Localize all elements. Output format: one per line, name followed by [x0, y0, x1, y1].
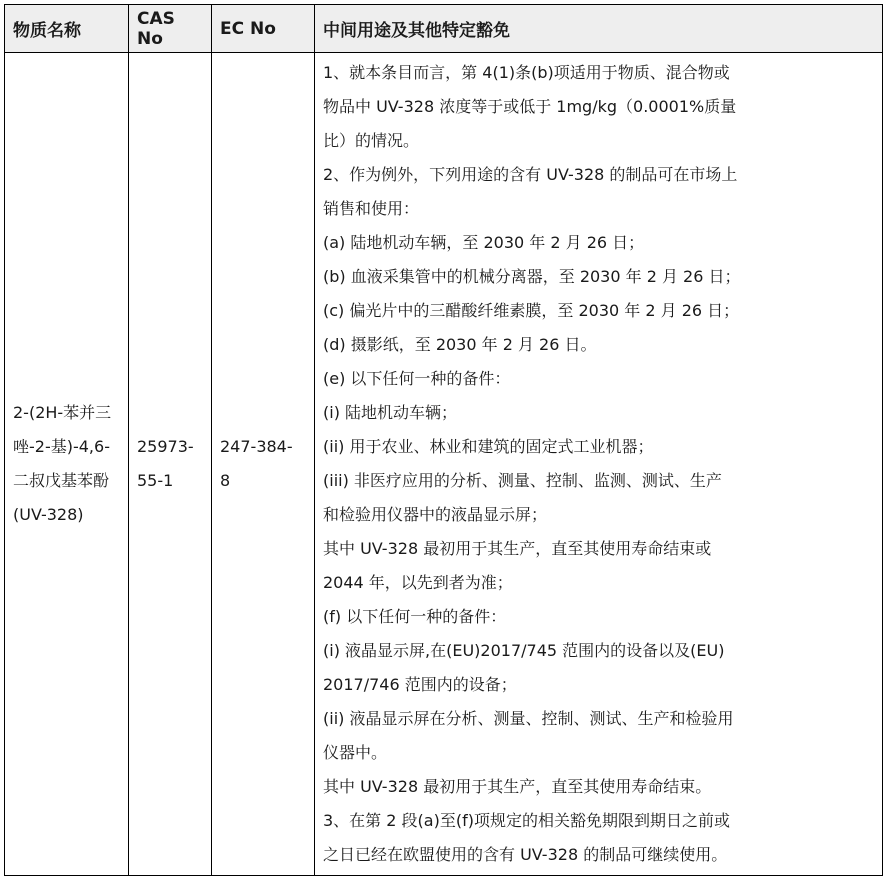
exemption-line: (c) 偏光片中的三醋酸纤维素膜，至 2030 年 2 月 26 日；	[323, 301, 740, 320]
exemption-line: 仪器中。	[323, 743, 388, 762]
exemption-line: (i) 液晶显示屏,在(EU)2017/745 范围内的设备以及(EU)	[323, 641, 725, 660]
exemption-line: (e) 以下任何一种的备件：	[323, 369, 511, 388]
exemption-line: (i) 陆地机动车辆；	[323, 403, 458, 422]
ec-no-line: 8	[220, 471, 231, 490]
exemption-line: 2044 年，以先到者为准；	[323, 573, 513, 592]
exemption-line: 物品中 UV-328 浓度等于或低于 1mg/kg（0.0001%质量	[323, 97, 737, 116]
header-cas-no: CAS No	[129, 5, 212, 53]
substance-name-line: 2-(2H-苯并三	[13, 403, 112, 422]
exemption-line: (iii) 非医疗应用的分析、测量、控制、监测、测试、生产	[323, 471, 722, 490]
cas-no-line: 25973-	[137, 437, 194, 456]
substance-name-line: (UV-328)	[13, 505, 84, 524]
exemption-line: 2、作为例外，下列用途的含有 UV-328 的制品可在市场上	[323, 165, 738, 184]
exemption-line: (a) 陆地机动车辆，至 2030 年 2 月 26 日；	[323, 233, 645, 252]
header-substance-name: 物质名称	[5, 5, 129, 53]
cas-no-line: 55-1	[137, 471, 174, 490]
table-row	[5, 53, 883, 876]
regulation-table	[4, 4, 883, 876]
header-ec-no: EC No	[212, 5, 315, 53]
substance-name-line: 二叔戊基苯酚	[13, 471, 110, 490]
exemption-line: 1、就本条目而言，第 4(1)条(b)项适用于物质、混合物或	[323, 63, 730, 82]
exemption-line: 和检验用仪器中的液晶显示屏；	[323, 505, 548, 524]
exemptions-cell	[315, 53, 883, 876]
exemption-line: 销售和使用：	[323, 199, 420, 218]
substance-name-line: 唑-2-基)-4,6-	[13, 437, 110, 456]
header-exemptions: 中间用途及其他特定豁免	[315, 5, 883, 53]
exemption-line: (b) 血液采集管中的机械分离器，至 2030 年 2 月 26 日；	[323, 267, 741, 286]
exemption-line: (f) 以下任何一种的备件：	[323, 607, 507, 626]
header-row	[5, 5, 883, 53]
exemption-line: 之日已经在欧盟使用的含有 UV-328 的制品可继续使用。	[323, 845, 728, 864]
cas-no-cell	[129, 53, 212, 876]
exemption-line: 3、在第 2 段(a)至(f)项规定的相关豁免期限到期日之前或	[323, 811, 730, 830]
exemption-line: 比）的情况。	[323, 131, 420, 150]
exemption-line: 其中 UV-328 最初用于其生产，直至其使用寿命结束或	[323, 539, 712, 558]
exemption-line: 其中 UV-328 最初用于其生产，直至其使用寿命结束。	[323, 777, 712, 796]
exemption-line: (ii) 用于农业、林业和建筑的固定式工业机器；	[323, 437, 654, 456]
ec-no-cell	[212, 53, 315, 876]
exemption-line: (d) 摄影纸，至 2030 年 2 月 26 日。	[323, 335, 597, 354]
substance-name-cell	[5, 53, 129, 876]
exemption-line: 2017/746 范围内的设备；	[323, 675, 517, 694]
exemption-line: (ii) 液晶显示屏在分析、测量、控制、测试、生产和检验用	[323, 709, 734, 728]
ec-no-line: 247-384-	[220, 437, 293, 456]
